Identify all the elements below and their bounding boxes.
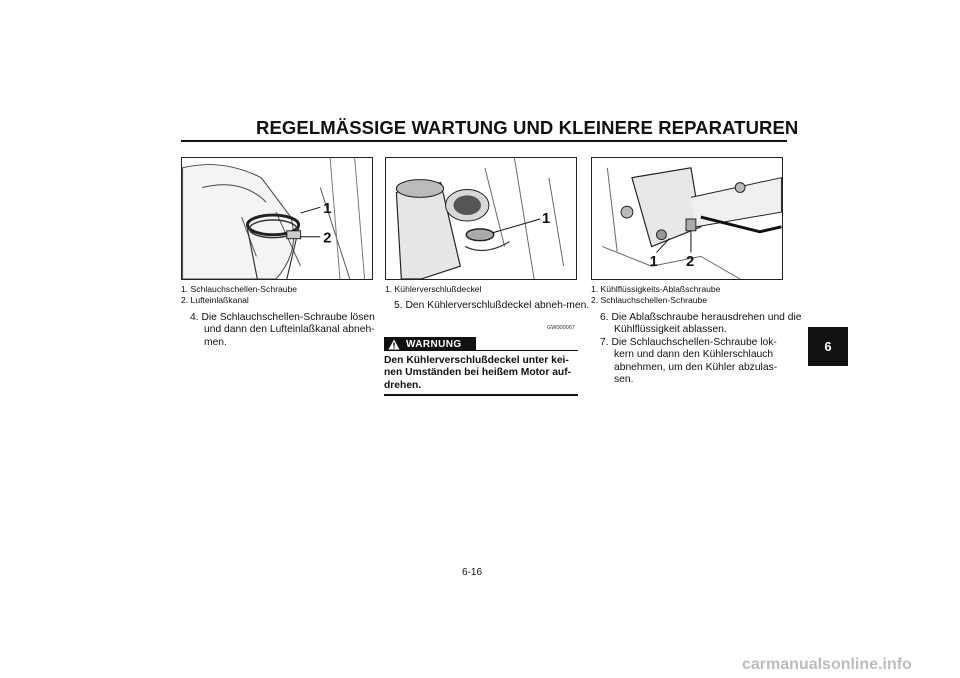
callout-2: 2: [323, 230, 332, 247]
title-rule: [181, 140, 787, 142]
warning-triangle-icon: [388, 339, 400, 350]
photo-drain-bolt: [591, 157, 783, 280]
page-number: 6-16: [462, 567, 483, 578]
step-7: 7. Die Schlauchschellen-Schraube lok-kern und dann den Kühlerschlauch abnehmen, um den Kühler abzulas-sen.: [600, 337, 778, 386]
watermark: carmanualsonline.info: [742, 656, 912, 673]
step-4: 4. Die Schlauchschellen-Schraube lösen und dann den Lufteinlaßkanal abneh-men.: [190, 312, 375, 348]
callout-1: 1: [541, 210, 551, 227]
caption-list-3: [591, 284, 720, 305]
page-title: REGELMÄSSIGE WARTUNG UND KLEINERE REPARATUREN: [256, 117, 799, 138]
chapter-tab[interactable]: 6: [808, 327, 848, 366]
photo-air-intake: [181, 157, 373, 280]
step-6: 6. Die Ablaßschraube herausdrehen und die Kühlflüssigkeit ablassen.: [600, 312, 802, 336]
callout-1: 1: [323, 201, 332, 218]
caption-item: 1. Kühlerverschlußdeckel: [385, 284, 482, 294]
caption-list-2: [385, 284, 482, 295]
warning-end-rule: [384, 394, 578, 396]
callout-1: 1: [649, 254, 658, 271]
step-5: 5. Den Kühlerverschlußdeckel abneh-men.: [394, 300, 590, 311]
caption-item: 1. Kühlflüssigkeits-Ablaßschraube: [591, 284, 721, 294]
warning-header: [384, 337, 578, 351]
warning-code: GW000067: [547, 325, 575, 331]
caption-item: 1. Schlauchschellen-Schraube: [181, 284, 298, 294]
caption-item: 2. Schlauchschellen-Schraube: [591, 294, 708, 305]
callout-2: 2: [686, 254, 695, 271]
warning-rule: [384, 350, 578, 352]
caption-list-1: [181, 284, 297, 305]
warning-text: Den Kühlerverschlußdeckel unter kei-nen Umständen bei heißem Motor auf-drehen.: [384, 355, 572, 391]
photo-radiator-cap: [385, 157, 577, 280]
caption-item: 2. Lufteinlaßkanal: [181, 294, 249, 305]
warning-label: WARNUNG: [406, 338, 462, 350]
